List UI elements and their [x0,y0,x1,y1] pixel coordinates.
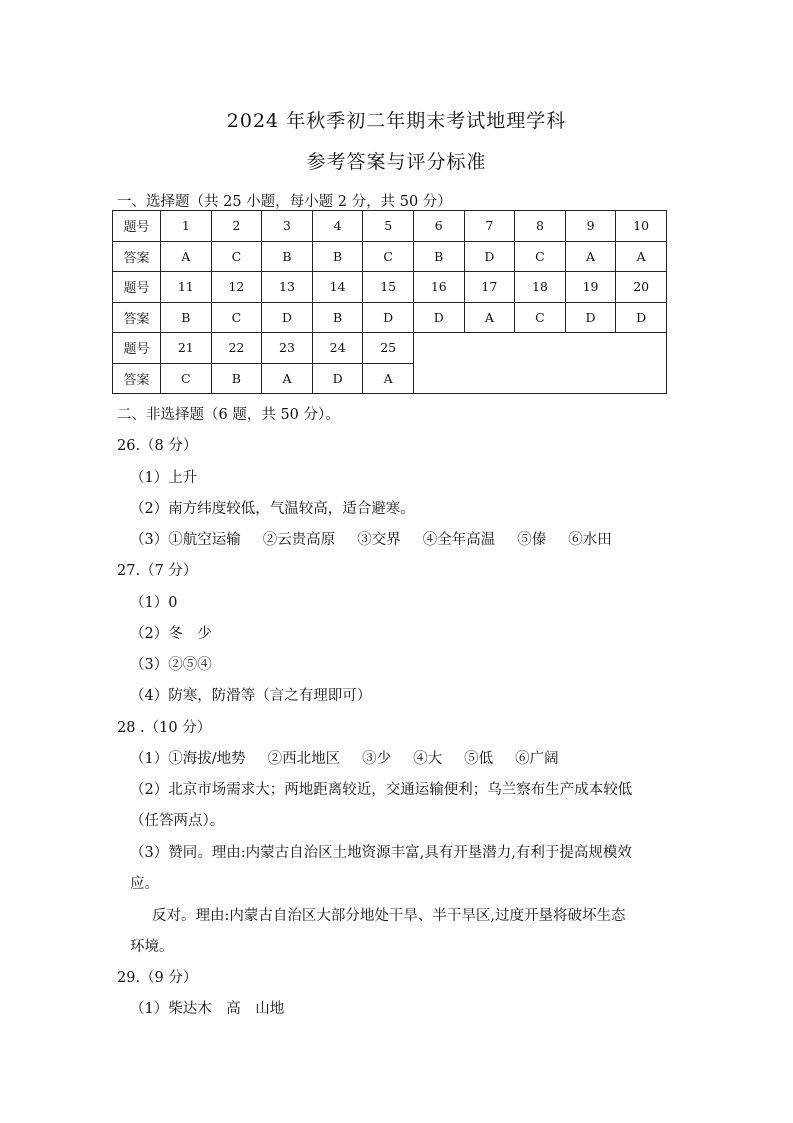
answer-cell: A [363,363,414,394]
question-number-cell: 24 [312,333,363,364]
answer-cell: C [161,363,212,394]
answer-cell: C [515,241,566,272]
q26-item: ③交界 [357,532,401,548]
q27-part2: （2）冬 少 [130,626,212,642]
answer-cell: B [312,241,363,272]
question-number-cell: 4 [312,211,363,242]
question-number-cell: 25 [363,333,414,364]
question-number-cell: 10 [616,211,667,242]
q28-item: ③少 [362,751,392,767]
question-number-cell: 12 [211,272,262,303]
answer-cell: D [413,302,464,333]
q26-item: ⑤傣 [517,532,547,548]
q28-part1 [130,747,559,768]
answer-cell: D [262,302,313,333]
answer-cell: D [312,363,363,394]
row-label-answer: 答案 [113,302,161,333]
question-number-cell: 3 [262,211,313,242]
q26-heading: 26.（8 分） [117,438,198,454]
answer-cell: B [161,302,212,333]
answer-cell: D [616,302,667,333]
question-number-cell: 19 [565,272,616,303]
answer-cell: D [363,302,414,333]
question-number-cell: 2 [211,211,262,242]
q27-heading: 27.（7 分） [117,563,198,579]
title-line-1: 2024 年秋季初二年期末考试地理学科 [226,110,567,132]
answer-cell: A [262,363,313,394]
q26-item: ⑥水田 [568,532,612,548]
question-number-cell: 18 [515,272,566,303]
q28-heading: 28 .（10 分） [117,720,212,736]
q28-item: ⑥广阔 [515,751,559,767]
q26-part3 [130,528,612,549]
question-number-cell: 1 [161,211,212,242]
q28-item: ④大 [413,751,443,767]
answer-cell: B [262,241,313,272]
q29-part1: （1）柴达木 高 山地 [130,1001,285,1017]
question-number-cell: 6 [413,211,464,242]
row-label-answer: 答案 [113,241,161,272]
question-number-cell: 21 [161,333,212,364]
row-label-question: 题号 [113,211,161,242]
q27-part1: （1）0 [130,595,178,611]
question-number-cell: 13 [262,272,313,303]
question-number-cell: 20 [616,272,667,303]
question-number-cell: 11 [161,272,212,303]
q26-part1: （1）上升 [130,470,198,486]
question-number-cell: 7 [464,211,515,242]
answer-cell: D [464,241,515,272]
question-number-cell: 9 [565,211,616,242]
q28-part2-line2: （任答两点）。 [130,813,225,829]
q26-item: ②云贵高原 [262,532,336,548]
row-label-answer: 答案 [113,363,161,394]
question-number-cell: 23 [262,333,313,364]
question-number-cell: 16 [413,272,464,303]
question-number-cell: 14 [312,272,363,303]
table-row-answers [113,241,667,272]
q28-part3-line1: （3）赞同。理由:内蒙古自治区土地资源丰富,具有开垦潜力,有利于提高规模效 [130,845,632,861]
answer-cell: A [161,241,212,272]
section-1-heading: 一、选择题（共 25 小题，每小题 2 分，共 50 分） [117,194,452,210]
q28-part3-line2: 应。 [130,876,159,892]
answer-cell: D [565,302,616,333]
q27-part3: （3）②⑤④ [130,657,212,673]
answer-cell: C [363,241,414,272]
answer-cell: A [464,302,515,333]
table-row-questions [113,333,667,364]
q28-part2-line1: （2）北京市场需求大；两地距离较近，交通运输便利；乌兰察布生产成本较低 [130,782,633,798]
q28-item: ②西北地区 [267,751,341,767]
answer-cell: A [616,241,667,272]
q28-part1-label: （1） [130,751,169,767]
title-line-2: 参考答案与评分标准 [306,151,487,173]
table-row-questions [113,211,667,242]
question-number-cell: 5 [363,211,414,242]
q26-item: ④全年高温 [422,532,496,548]
answer-cell: C [211,241,262,272]
question-number-cell: 22 [211,333,262,364]
answer-cell: C [211,302,262,333]
row-label-question: 题号 [113,272,161,303]
q26-item: ①航空运输 [168,532,241,548]
answer-cell: B [312,302,363,333]
q28-item: ⑤低 [464,751,494,767]
answer-cell: B [413,241,464,272]
answer-table [112,210,667,394]
table-row-answers [113,302,667,333]
question-number-cell: 17 [464,272,515,303]
section-2-heading: 二、非选择题（6 题，共 50 分）。 [117,407,340,423]
q28-item: ①海拔/地势 [168,751,246,767]
q28-part3-line4: 环境。 [130,939,174,955]
answer-cell: C [515,302,566,333]
q26-part3-label: （3） [130,532,169,548]
question-number-cell: 15 [363,272,414,303]
answer-cell: B [211,363,262,394]
q28-part3-line3: 反对。理由:内蒙古自治区大部分地处干旱、半干旱区,过度开垦将破坏生态 [152,908,626,924]
q26-part2: （2）南方纬度较低，气温较高，适合避寒。 [130,501,415,517]
q27-part4: （4）防寒，防滑等（言之有理即可） [130,688,372,704]
question-number-cell: 8 [515,211,566,242]
q29-heading: 29.（9 分） [117,970,198,986]
empty-cell [413,333,666,394]
row-label-question: 题号 [113,333,161,364]
table-row-questions [113,272,667,303]
answer-cell: A [565,241,616,272]
